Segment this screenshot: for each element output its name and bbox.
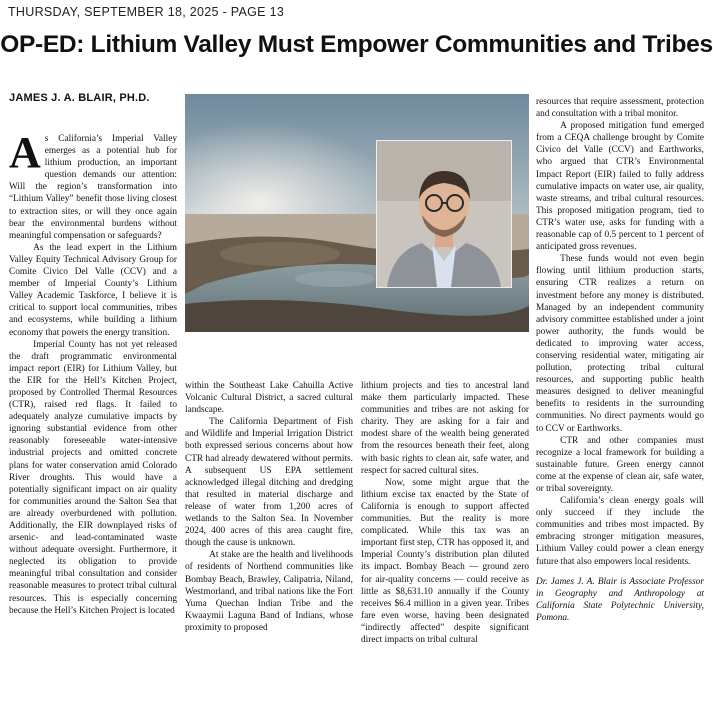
article-column-4 [536, 96, 704, 624]
paragraph: The California Department of Fish and Wildlife and Imperial Irrigation District both expressed serious concerns about how CTR had already dewatered without permits. A subsequent US EPA settlement acknowledged illegal ditching and dredging that resulted in material discharge and release of water from 1,200 acres of wetlands to the Salton Sea. In November 2024, 400 acres of this area caught fire, though the cause is unknown. [185, 417, 353, 549]
paragraph: s California’s Imperial Valley emerges as a potential hub for lithium production, an important question demands our attention: Will the region’s transformation into “Lithium Valley” benefit those living closest to extraction sites, or will they once again bear the environmental burdens without meaningful compensation or safeguards? [9, 134, 177, 241]
paragraph: As the lead expert in the Lithium Valley Equity Technical Advisory Group for Comite Civico Del Valle (CCV) and a member of Imperial County’s Lithium Valley Academic Taskforce, I believe it is critical to support local communities, tribes and ecosystems, while building a lithium economy that powers the energy transition. [9, 242, 177, 338]
author-byline: JAMES J. A. BLAIR, PH.D. [9, 92, 150, 104]
author-bio: Dr. James J. A. Blair is Associate Professor in Geography and Anthropology at California State Polytechnic University, Pomona. [536, 576, 704, 623]
page-header: THURSDAY, SEPTEMBER 18, 2025 - PAGE 13 [8, 5, 285, 19]
article-headline: OP-ED: Lithium Valley Must Empower Communities and Tribes [0, 31, 713, 58]
paragraph: within the Southeast Lake Cahuilla Active Volcanic Cultural District, a sacred cultural landscape. [185, 381, 353, 416]
paragraph: Now, some might argue that the lithium excise tax enacted by the State of California is enough to support affected communities. But the reality is more complicated. While this tax was an important first step, CTR has opposed it, and Imperial County’s distribution plan diluted its impact. Bombay Beach — ground zero for air-quality concerns — could receive as little as $8,631.10 annually if the County receives $6.4 million in a given year. Tribes fare even worse, having been designated “indirectly affected” despite significant direct impacts on tribal cultural [361, 477, 529, 645]
paragraph: At stake are the health and livelihoods of residents of Northend communities like Bombay Beach, Brawley, Calipatria, Niland, Westmorland, and tribal nations like the Fort Yuma Quechan Indian Tribe and the Kwaaymii Laguna Band of Indians, whose proximity to proposed [185, 550, 353, 633]
article-column-1 [9, 128, 177, 617]
paragraph: A proposed mitigation fund emerged from a CEQA challenge brought by Comite Civico del Valle (CCV) and Earthworks, who argued that CTR’s Environmental Impact Report (EIR) failed to fully address cumulative impacts on water use, air quality, waste streams, and tribal cultural resources. This proposed mitigation program, tied to CTR’s water use, asks for funding with a reasonable cap of 0.5 percent to 1 percent of anticipated gross revenues. [536, 121, 704, 253]
paragraph: Imperial County has not yet released the draft programmatic environmental impact report (EIR) for Lithium Valley, but the EIR for the Hell’s Kitchen Project, proposed by Controlled Thermal Resources (CTR), raised red flags. It failed to adequately analyze cumulative impacts by ignoring substantial evidence from other reasonably foreseeable water-intensive industrial projects and omitted concrete plans for water conservation amid Colorado River droughts. This would have a potentially significant impact on air quality for communities around the Salton Sea that are already overburdened with pollution. Additionally, the EIR downplayed risks of arsenic- and lead-contaminated waste without adequate oversight. Furthermore, it neglected its obligation to provide meaningful tribal consultation and consider reasonable measures to protect tribal cultural resources. This is especially concerning because the Hell’s Kitchen Project is located [9, 339, 177, 616]
author-portrait [376, 140, 512, 288]
paragraph: resources that require assessment, protection and consultation with a tribal monitor. [536, 97, 704, 120]
article-column-2 [185, 380, 353, 634]
paragraph: These funds would not even begin flowing until lithium production starts, ensuring CTR realizes a return on investment before any money is distributed. Managed by an independent community advisory committee established under a joint power authority, the funds would be dedicated to improving water access, conserving residential water, mitigating air pollution, protecting tribal cultural resources, and supporting public health measures designed to deliver meaningful benefits to residents in the surrounding communities. No direct payments would go to CCV or Earthworks. [536, 254, 704, 434]
paragraph: lithium projects and ties to ancestral land make them particularly impacted. These communities and tribes are not asking for charity. They are asking for a fair and modest share of the wealth being generated from the resources beneath their feet, along with basic rights to clean air, safe water, and respect for sacred cultural sites. [361, 381, 529, 476]
drop-cap: A [9, 128, 41, 177]
article-column-3 [361, 380, 529, 646]
paragraph: California’s clean energy goals will only succeed if they include the communities and tribes most impacted. By embracing stronger mitigation measures, Lithium Valley could power a clean energy future that also empowers local residents. [536, 496, 704, 567]
paragraph: CTR and other companies must recognize a local framework for building a sustainable future. Green energy cannot come at the expense of clean air, safe water, or tribal sovereignty. [536, 435, 704, 494]
